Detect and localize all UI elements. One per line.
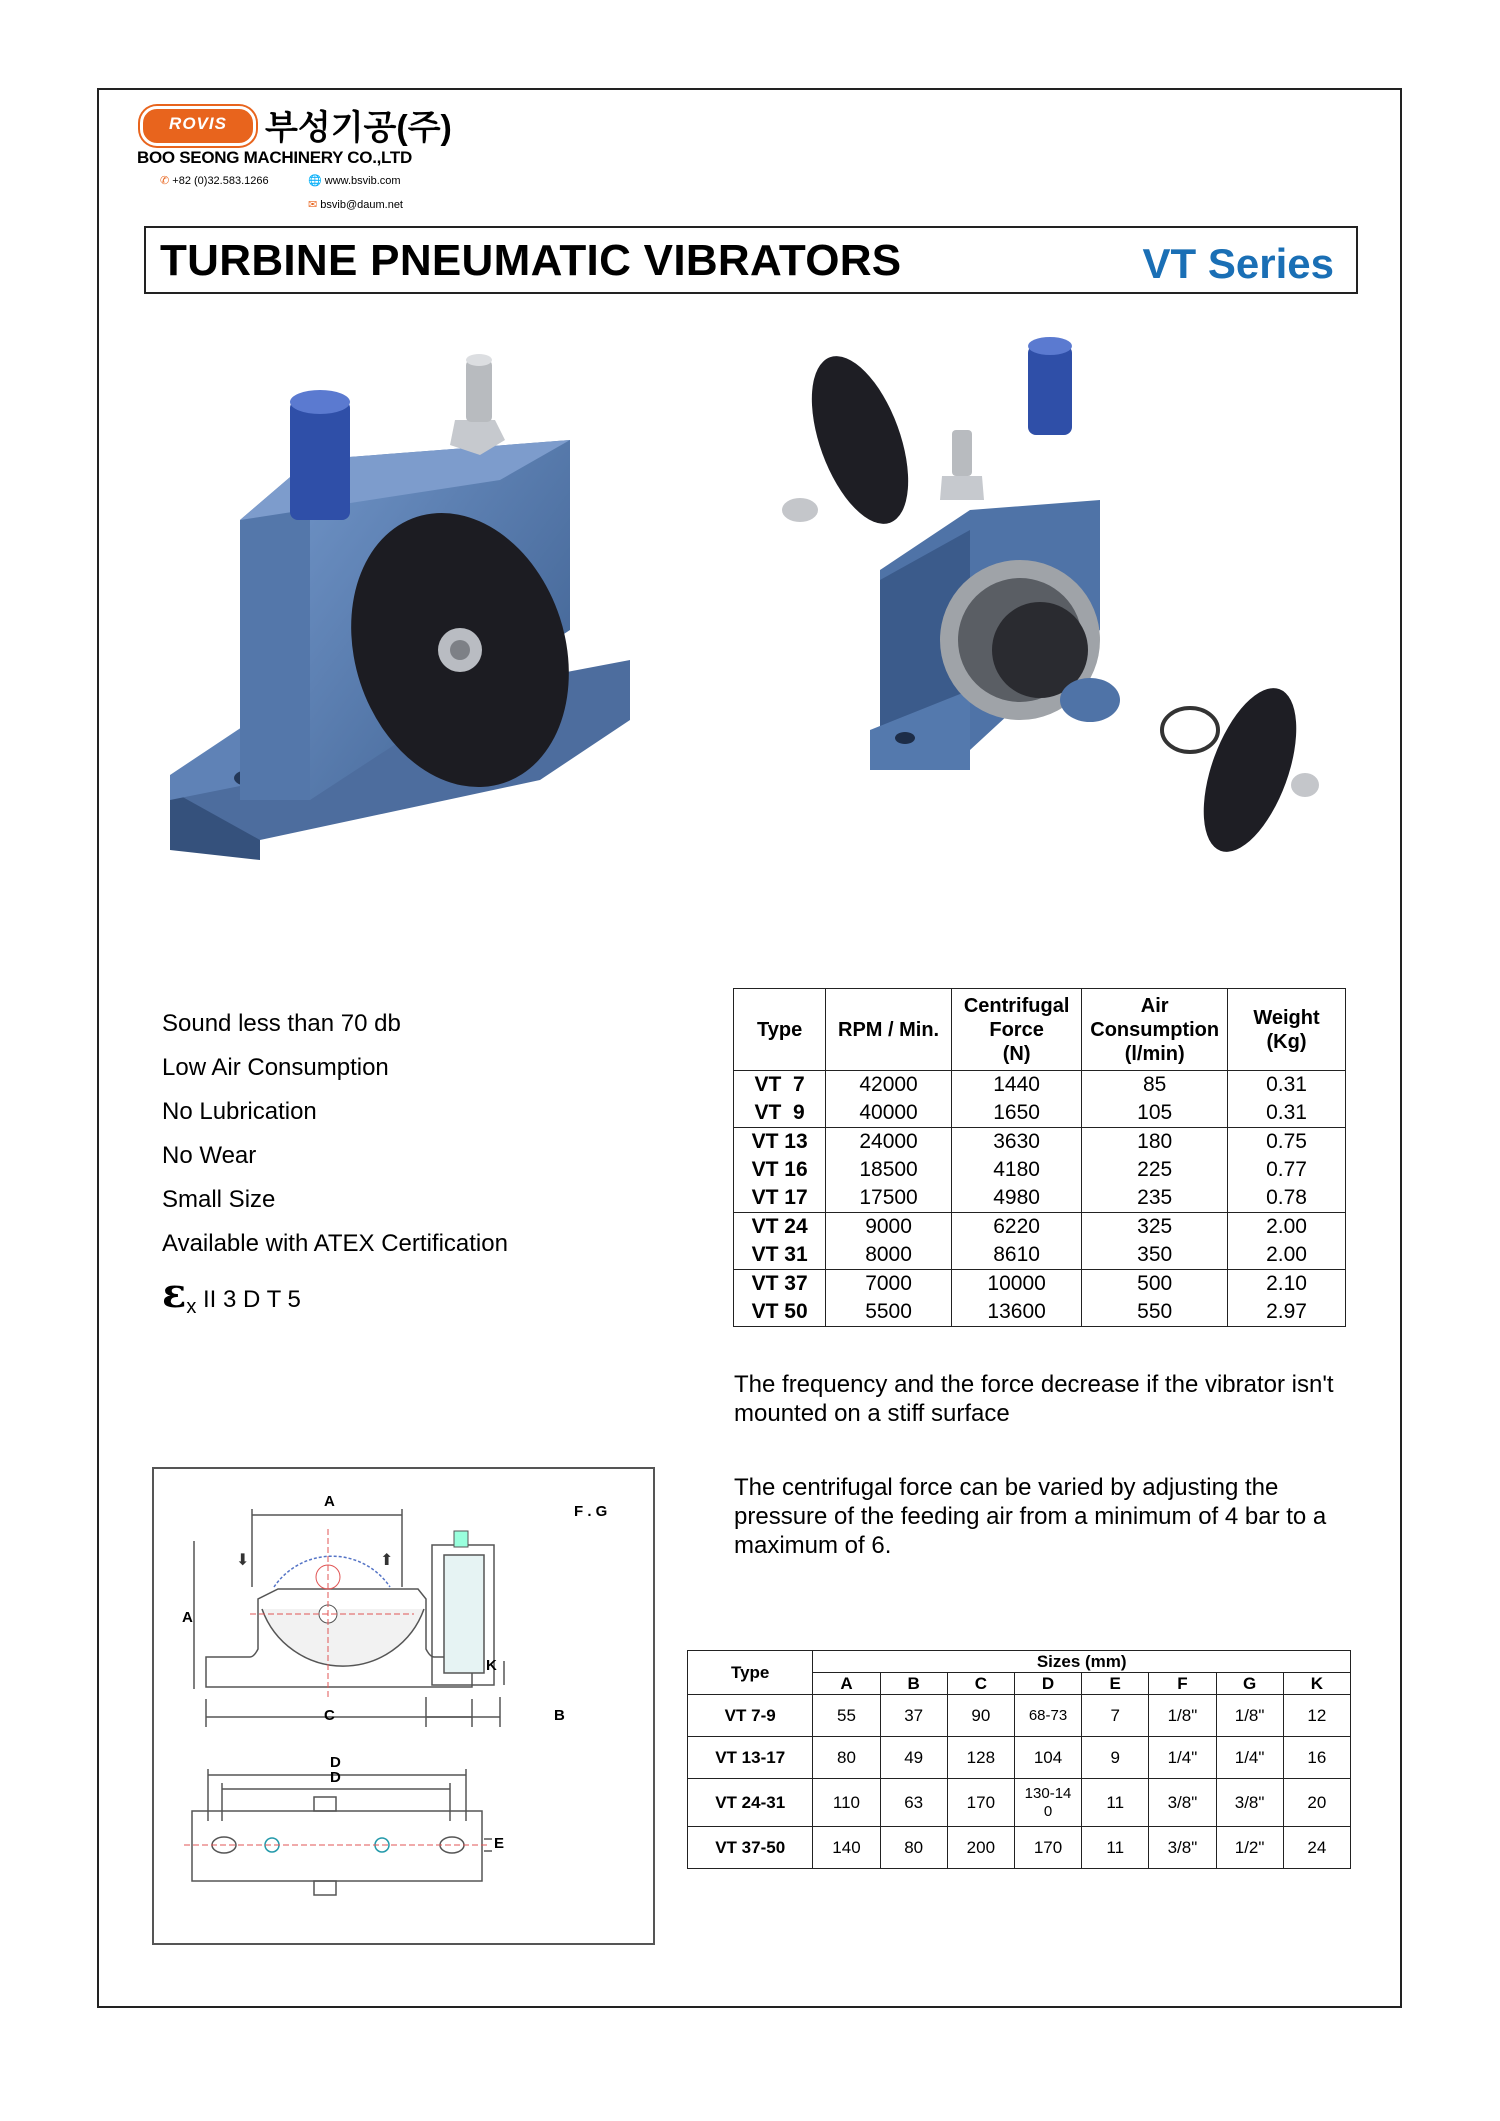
email-line bbox=[308, 198, 403, 211]
col-header: Type bbox=[688, 1651, 813, 1695]
dim-label-a-top: A bbox=[324, 1493, 335, 1510]
cell-value: 85 bbox=[1143, 1073, 1167, 1096]
table-cell: 63 bbox=[880, 1779, 947, 1827]
cell-value: 13600 bbox=[987, 1300, 1046, 1323]
table-cell bbox=[734, 1071, 826, 1128]
table-cell bbox=[1082, 1128, 1228, 1213]
table-cell: 12 bbox=[1283, 1695, 1350, 1737]
model-type: VT 13 bbox=[751, 1130, 808, 1153]
table-cell: 20 bbox=[1283, 1779, 1350, 1827]
cell-value: 8610 bbox=[993, 1243, 1040, 1266]
atex-ex-symbol: ε bbox=[162, 1270, 187, 1317]
table-cell: 200 bbox=[947, 1827, 1014, 1869]
model-range: VT 24-31 bbox=[688, 1779, 813, 1827]
col-header: C bbox=[947, 1673, 1014, 1695]
cell-value: 7000 bbox=[865, 1272, 912, 1295]
cell-value: 24000 bbox=[859, 1130, 918, 1153]
cell-value: 4980 bbox=[993, 1186, 1040, 1209]
table-cell: 3/8" bbox=[1149, 1827, 1216, 1869]
table-cell: 1/8" bbox=[1149, 1695, 1216, 1737]
col-header: A bbox=[813, 1673, 880, 1695]
performance-table bbox=[733, 988, 1346, 1327]
table-cell bbox=[1228, 1270, 1346, 1327]
company-english-name: BOO SEONG MACHINERY CO.,LTD bbox=[137, 148, 412, 167]
table-cell bbox=[951, 1128, 1082, 1213]
cell-value: 0.31 bbox=[1266, 1101, 1307, 1124]
cell-value: 0.31 bbox=[1266, 1073, 1307, 1096]
cell-value: 9000 bbox=[865, 1215, 912, 1238]
table-cell: 170 bbox=[1014, 1827, 1081, 1869]
cell-value: 105 bbox=[1137, 1101, 1173, 1124]
atex-marking bbox=[162, 1270, 301, 1319]
svg-text:⬆: ⬆ bbox=[380, 1552, 394, 1569]
col-header: Weight (Kg) bbox=[1228, 989, 1346, 1071]
phone-icon: ✆ bbox=[160, 175, 170, 187]
table-cell: 80 bbox=[813, 1737, 880, 1779]
cell-value: 8000 bbox=[865, 1243, 912, 1266]
mounting-note: The frequency and the force decrease if the vibrator isn't mounted on a stiff surface bbox=[734, 1371, 1334, 1427]
dim-label-fg: F . G bbox=[574, 1503, 608, 1520]
table-cell: 68-73 bbox=[1014, 1695, 1081, 1737]
model-type: VT 17 bbox=[751, 1186, 808, 1209]
col-header: E bbox=[1082, 1673, 1149, 1695]
feature-item: Sound less than 70 db bbox=[162, 1010, 401, 1037]
dim-label-b: B bbox=[554, 1707, 565, 1724]
phone-line bbox=[160, 174, 269, 187]
table-cell: 11 bbox=[1082, 1827, 1149, 1869]
cell-value: 5500 bbox=[865, 1300, 912, 1323]
cell-value: 2.00 bbox=[1266, 1243, 1307, 1266]
cell-value: 1650 bbox=[993, 1101, 1040, 1124]
table-cell bbox=[826, 1270, 952, 1327]
table-cell: 55 bbox=[813, 1695, 880, 1737]
table-cell: 11 bbox=[1082, 1779, 1149, 1827]
cell-value: 225 bbox=[1137, 1158, 1173, 1181]
table-cell: 1/8" bbox=[1216, 1695, 1283, 1737]
table-cell bbox=[1082, 1270, 1228, 1327]
table-row-group bbox=[734, 1071, 1346, 1128]
table-cell: 1/4" bbox=[1216, 1737, 1283, 1779]
model-type: VT 9 bbox=[754, 1101, 805, 1124]
dim-label-d1: D bbox=[330, 1754, 341, 1771]
website-link[interactable]: www.bsvib.com bbox=[324, 175, 401, 187]
table-cell: 80 bbox=[880, 1827, 947, 1869]
table-cell bbox=[734, 1213, 826, 1270]
table-row bbox=[688, 1695, 1351, 1737]
cell-value: 1440 bbox=[993, 1073, 1040, 1096]
model-range: VT 7-9 bbox=[688, 1695, 813, 1737]
model-type: VT 7 bbox=[754, 1073, 805, 1096]
table-row bbox=[688, 1737, 1351, 1779]
cell-value: 180 bbox=[1137, 1130, 1173, 1153]
series-name: VT Series bbox=[1142, 240, 1334, 287]
website-line bbox=[308, 174, 401, 187]
vibrator-assembled-image bbox=[150, 330, 650, 890]
table-cell: 3/8" bbox=[1216, 1779, 1283, 1827]
group-header: Sizes (mm) bbox=[813, 1651, 1351, 1673]
table-cell: 37 bbox=[880, 1695, 947, 1737]
table-cell bbox=[951, 1270, 1082, 1327]
table-cell: 7 bbox=[1082, 1695, 1149, 1737]
col-header: Air Consumption (l/min) bbox=[1082, 989, 1228, 1071]
phone-number: +82 (0)32.583.1266 bbox=[172, 175, 269, 187]
table-cell bbox=[1228, 1128, 1346, 1213]
table-cell: 1/2" bbox=[1216, 1827, 1283, 1869]
table-row-group bbox=[734, 1213, 1346, 1270]
cell-value: 500 bbox=[1137, 1272, 1173, 1295]
model-range: VT 13-17 bbox=[688, 1737, 813, 1779]
model-range: VT 37-50 bbox=[688, 1827, 813, 1869]
atex-subscript: x bbox=[186, 1295, 197, 1318]
table-row-group bbox=[734, 1128, 1346, 1213]
table-cell bbox=[734, 1128, 826, 1213]
sizes-table bbox=[687, 1650, 1351, 1869]
cell-value: 550 bbox=[1137, 1300, 1173, 1323]
cell-value: 18500 bbox=[859, 1158, 918, 1181]
col-header: F bbox=[1149, 1673, 1216, 1695]
table-cell: 90 bbox=[947, 1695, 1014, 1737]
table-cell: 24 bbox=[1283, 1827, 1350, 1869]
atex-class: II 3 D T 5 bbox=[203, 1286, 301, 1313]
dimension-drawing bbox=[152, 1467, 655, 1945]
table-row-group bbox=[734, 1270, 1346, 1327]
dim-label-e: E bbox=[494, 1835, 505, 1852]
page-title: TURBINE PNEUMATIC VIBRATORS bbox=[160, 236, 902, 285]
table-cell bbox=[826, 1071, 952, 1128]
model-type: VT 31 bbox=[751, 1243, 808, 1266]
cell-value: 0.75 bbox=[1266, 1130, 1307, 1153]
table-cell: 130-140 bbox=[1014, 1779, 1081, 1827]
cell-value: 0.78 bbox=[1266, 1186, 1307, 1209]
table-cell bbox=[826, 1128, 952, 1213]
table-cell: 1/4" bbox=[1149, 1737, 1216, 1779]
vibrator-exploded-image bbox=[770, 330, 1330, 870]
svg-text:⬇: ⬇ bbox=[236, 1552, 250, 1569]
dim-label-d2: D bbox=[330, 1769, 341, 1786]
col-header: G bbox=[1216, 1673, 1283, 1695]
table-cell: 104 bbox=[1014, 1737, 1081, 1779]
company-korean-name: 부성기공(주) bbox=[265, 109, 452, 147]
email-link[interactable]: bsvib@daum.net bbox=[320, 199, 403, 211]
model-type: VT 50 bbox=[751, 1300, 808, 1323]
col-header: K bbox=[1283, 1673, 1350, 1695]
cell-value: 40000 bbox=[859, 1101, 918, 1124]
cell-value: 17500 bbox=[859, 1186, 918, 1209]
table-cell bbox=[1082, 1071, 1228, 1128]
feature-item: Small Size bbox=[162, 1186, 276, 1213]
col-header: Type bbox=[734, 989, 826, 1071]
cell-value: 0.77 bbox=[1266, 1158, 1307, 1181]
dim-label-a-side: A bbox=[182, 1609, 193, 1626]
col-header: Centrifugal Force (N) bbox=[951, 989, 1082, 1071]
table-cell: 128 bbox=[947, 1737, 1014, 1779]
feature-item: No Lubrication bbox=[162, 1098, 317, 1125]
col-header: B bbox=[880, 1673, 947, 1695]
col-header: D bbox=[1014, 1673, 1081, 1695]
cell-value: 6220 bbox=[993, 1215, 1040, 1238]
model-type: VT 37 bbox=[751, 1272, 808, 1295]
mail-icon: ✉ bbox=[308, 199, 318, 211]
feature-item: Available with ATEX Certification bbox=[162, 1230, 508, 1257]
cell-value: 235 bbox=[1137, 1186, 1173, 1209]
table-cell bbox=[826, 1213, 952, 1270]
dim-label-k: K bbox=[486, 1657, 497, 1674]
table-cell: 170 bbox=[947, 1779, 1014, 1827]
rovis-logo: ROVIS bbox=[140, 106, 256, 146]
feature-item: No Wear bbox=[162, 1142, 257, 1169]
cell-value: 325 bbox=[1137, 1215, 1173, 1238]
table-cell: 16 bbox=[1283, 1737, 1350, 1779]
table-cell bbox=[1082, 1213, 1228, 1270]
model-type: VT 16 bbox=[751, 1158, 808, 1181]
table-cell bbox=[951, 1213, 1082, 1270]
cell-value: 2.10 bbox=[1266, 1272, 1307, 1295]
model-type: VT 24 bbox=[751, 1215, 808, 1238]
cell-value: 42000 bbox=[859, 1073, 918, 1096]
table-cell bbox=[734, 1270, 826, 1327]
cell-value: 2.00 bbox=[1266, 1215, 1307, 1238]
cell-value: 10000 bbox=[987, 1272, 1046, 1295]
pressure-note: The centrifugal force can be varied by adjusting the pressure of the feeding air from a minimum of 4 bar to a maximum of 6. bbox=[734, 1474, 1327, 1559]
table-cell: 3/8" bbox=[1149, 1779, 1216, 1827]
cell-value: 350 bbox=[1137, 1243, 1173, 1266]
dim-label-c: C bbox=[324, 1707, 335, 1724]
table-cell: 49 bbox=[880, 1737, 947, 1779]
table-row bbox=[688, 1779, 1351, 1827]
table-cell: 140 bbox=[813, 1827, 880, 1869]
table-cell bbox=[1228, 1213, 1346, 1270]
table-row bbox=[688, 1827, 1351, 1869]
cell-value: 2.97 bbox=[1266, 1300, 1307, 1323]
cell-value: 4180 bbox=[993, 1158, 1040, 1181]
table-cell: 9 bbox=[1082, 1737, 1149, 1779]
cell-value: 3630 bbox=[993, 1130, 1040, 1153]
globe-icon: 🌐 bbox=[308, 175, 322, 187]
col-header: RPM / Min. bbox=[826, 989, 952, 1071]
feature-item: Low Air Consumption bbox=[162, 1054, 389, 1081]
title-box bbox=[144, 226, 1358, 294]
table-cell bbox=[1228, 1071, 1346, 1128]
table-cell bbox=[951, 1071, 1082, 1128]
table-cell: 110 bbox=[813, 1779, 880, 1827]
